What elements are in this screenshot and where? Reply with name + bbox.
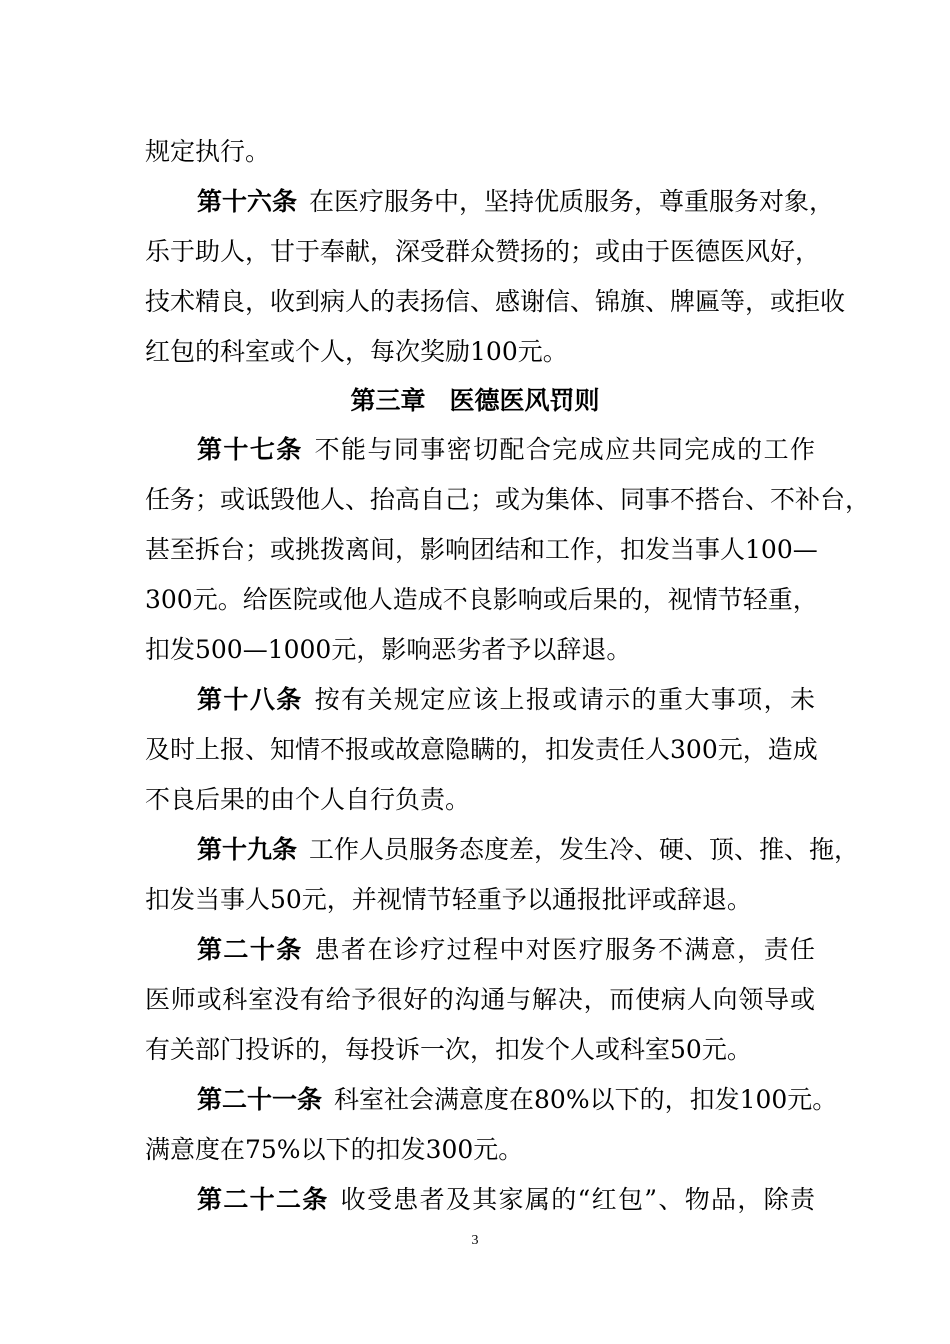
article-20-heading: 第二十条 <box>197 935 303 964</box>
chapter-number: 第三章 <box>350 386 426 415</box>
text-line: 有关部门投诉的，每投诉一次，扣发个人或科室50元。 <box>145 1035 752 1064</box>
article-20-first-line <box>197 934 815 966</box>
text-line: 在医疗服务中，坚持优质服务，尊重服务对象， <box>309 187 835 216</box>
article-21-heading: 第二十一条 <box>197 1085 323 1114</box>
text-line: 甚至拆台；或挑拨离间，影响团结和工作，扣发当事人100— <box>145 535 818 564</box>
text-line: 规定执行。 <box>145 137 271 166</box>
text-line: 红包的科室或个人，每次奖励100元。 <box>145 337 568 366</box>
text-line: 医师或科室没有给予很好的沟通与解决，而使病人向领导或 <box>145 985 815 1014</box>
article-22-first-line <box>197 1184 815 1216</box>
text-line: 不良后果的由个人自行负责。 <box>145 785 471 814</box>
text-line: 工作人员服务态度差，发生冷、硬、顶、推、拖， <box>309 835 860 864</box>
article-18-heading: 第十八条 <box>197 685 303 714</box>
chapter-heading <box>0 385 950 417</box>
text-line: 300元。给医院或他人造成不良影响或后果的，视情节轻重， <box>145 585 818 614</box>
page-number: 3 <box>471 1233 479 1248</box>
text-line: 任务；或诋毁他人、抬高自己；或为集体、同事不搭台、不补台， <box>145 485 871 514</box>
text-line: 乐于助人，甘于奉献，深受群众赞扬的；或由于医德医风好， <box>145 237 821 266</box>
text-line: 及时上报、知情不报或故意隐瞒的，扣发责任人300元，造成 <box>145 735 818 764</box>
article-16-heading: 第十六条 <box>197 187 298 216</box>
text-line: 患者在诊疗过程中对医疗服务不满意，责任 <box>314 935 815 964</box>
article-22-heading: 第二十二条 <box>197 1185 329 1214</box>
article-19-heading: 第十九条 <box>197 835 298 864</box>
text-line: 科室社会满意度在80%以下的，扣发100元。 <box>334 1085 838 1114</box>
article-19-first-line <box>197 834 860 866</box>
article-17-heading: 第十七条 <box>197 435 303 464</box>
text-line: 扣发当事人50元，并视情节轻重予以通报批评或辞退。 <box>145 885 752 914</box>
article-21-first-line <box>197 1084 838 1116</box>
article-17-first-line <box>197 434 815 466</box>
article-16-first-line <box>197 186 835 218</box>
text-line: 收受患者及其家属的“红包”、物品，除责 <box>340 1185 815 1214</box>
article-18-first-line <box>197 684 815 716</box>
chapter-title: 医德医风罚则 <box>449 386 600 415</box>
text-line: 满意度在75%以下的扣发300元。 <box>145 1135 524 1164</box>
text-line: 按有关规定应该上报或请示的重大事项，未 <box>314 685 815 714</box>
text-line: 不能与同事密切配合完成应共同完成的工作 <box>314 435 815 464</box>
text-line: 扣发500—1000元，影响恶劣者予以辞退。 <box>145 635 632 664</box>
text-line: 技术精良，收到病人的表扬信、感谢信、锦旗、牌匾等，或拒收 <box>145 287 846 316</box>
